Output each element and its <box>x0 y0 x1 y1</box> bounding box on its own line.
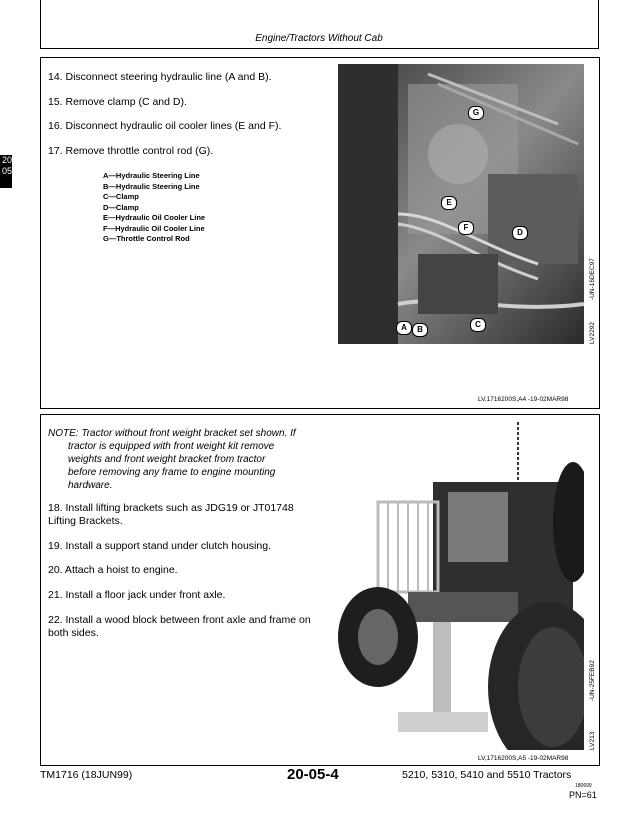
step-15: 15. Remove clamp (C and D). <box>48 96 187 108</box>
section-tab-line-3: 4 <box>4 177 10 187</box>
photo-2-id: LV213 <box>589 731 596 750</box>
step-21: 21. Install a floor jack under front axle. <box>48 589 226 601</box>
footer-code: 180699 <box>575 783 592 789</box>
legend-item: G—Throttle Control Rod <box>103 234 190 243</box>
step-18: 18. Install lifting brackets such as JDG19 or JT01748 <box>48 502 294 514</box>
section-tab-line-2: 05 <box>1 166 12 176</box>
engine-photo-illustration <box>338 64 584 344</box>
callout-g: G <box>468 106 484 120</box>
footer-manual-id: TM1716 (18JUN99) <box>40 769 133 781</box>
engine-hydraulic-lines-photo <box>338 64 584 344</box>
callout-e: E <box>441 196 457 210</box>
footer-page-number: 20-05-4 <box>287 766 339 783</box>
note-line: weights and front weight bracket from tractor <box>68 454 266 465</box>
footer-pn: PN=61 <box>569 790 597 800</box>
note-label: NOTE: <box>48 428 79 439</box>
note-line: Tractor without front weight bracket set shown. If <box>81 428 296 439</box>
legend-item: A—Hydraulic Steering Line <box>103 171 200 180</box>
photo-2-date: -UN-25FEB92 <box>589 660 596 701</box>
note-line: hardware. <box>68 480 113 491</box>
callout-c: C <box>470 318 486 332</box>
footer-models: 5210, 5310, 5410 and 5510 Tractors <box>402 769 572 781</box>
note-line: before removing any frame to engine mounting <box>68 467 276 478</box>
step-22-continued: both sides. <box>48 627 99 639</box>
step-22: 22. Install a wood block between front axle and frame on <box>48 614 311 626</box>
step-16: 16. Disconnect hydraulic oil cooler lines (E and F). <box>48 120 282 132</box>
step-20: 20. Attach a hoist to engine. <box>48 564 178 576</box>
legend-item: F—Hydraulic Oil Cooler Line <box>103 223 205 233</box>
step-19: 19. Install a support stand under clutch housing. <box>48 540 271 552</box>
panel-2-reference: LV,1716200S,A5 -19-02MAR98 <box>478 755 569 762</box>
legend-item: D—Clamp <box>103 202 139 212</box>
callout-f: F <box>458 221 474 235</box>
section-tab-numbers <box>1 155 12 177</box>
legend-item: C—Clamp <box>103 192 139 201</box>
legend-item: E—Hydraulic Oil Cooler Line <box>103 213 206 222</box>
note-line: tractor is equipped with front weight kit remove <box>68 441 275 452</box>
note-block <box>48 427 328 492</box>
section-tab-line-1: 20 <box>1 155 12 165</box>
photo-1-date: -UN-16DEC97 <box>589 258 596 300</box>
callout-legend <box>103 171 205 245</box>
tractor-hoist-photo <box>338 422 584 750</box>
photo-1-id: LV2292 <box>589 322 596 344</box>
legend-item: B—Hydraulic Steering Line <box>103 181 200 191</box>
callout-a: A <box>396 321 412 335</box>
tractor-photo-illustration <box>338 422 584 750</box>
step-14: 14. Disconnect steering hydraulic line (A and B). <box>48 71 272 83</box>
callout-d: D <box>512 226 528 240</box>
callout-b: B <box>412 323 428 337</box>
panel-1-reference: LV,1716200S,A4 -19-02MAR98 <box>478 396 569 403</box>
page-header-title: Engine/Tractors Without Cab <box>255 33 383 44</box>
step-17: 17. Remove throttle control rod (G). <box>48 145 214 157</box>
step-18-continued: Lifting Brackets. <box>48 515 123 527</box>
